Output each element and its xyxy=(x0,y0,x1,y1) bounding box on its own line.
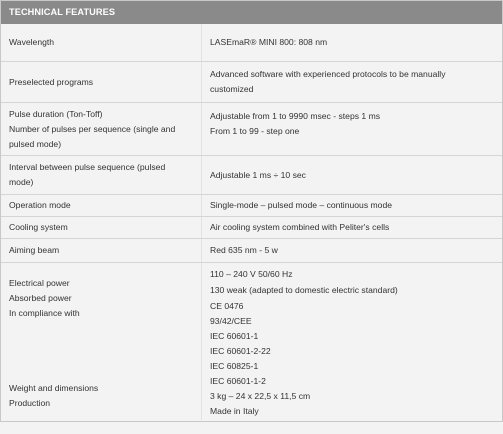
row-label: Preselected programs xyxy=(9,76,94,87)
row-value: Adjustable 1 ms ÷ 10 sec xyxy=(210,169,306,180)
row-value: Red 635 nm - 5 w xyxy=(210,245,278,255)
row-label: Operation mode xyxy=(9,200,71,210)
row-label-line: Pulse duration (Ton-Toff) xyxy=(9,108,103,119)
row-value xyxy=(210,103,495,155)
row-label-line: Absorbed power xyxy=(9,293,72,303)
table-row xyxy=(0,102,503,155)
row-label: Interval between pulse sequence (pulsed mode) xyxy=(9,162,166,187)
row-value-line: Adjustable from 1 to 9990 msec - steps 1 ms xyxy=(210,111,381,121)
table-row xyxy=(0,238,503,262)
table-row xyxy=(0,155,503,194)
row-value-line: IEC 60601-1-2 xyxy=(210,376,266,386)
row-label-line: Weight and dimensions xyxy=(9,383,99,393)
row-value: Air cooling system combined with Peliter's cells xyxy=(210,222,390,232)
table-row xyxy=(0,216,503,238)
table-row xyxy=(0,24,503,61)
row-values xyxy=(0,263,503,420)
row-label: Wavelength xyxy=(9,37,55,47)
row-value: Advanced software with experienced protocols to be manually customized xyxy=(210,69,446,94)
row-label: Aiming beam xyxy=(9,245,60,255)
row-value-line: From 1 to 99 - step one xyxy=(210,126,300,136)
row-value-line: 130 weak (adapted to domestic electric standard) xyxy=(210,285,398,295)
row-value-line: IEC 60601-1 xyxy=(210,331,259,341)
row-value-line: Made in Italy xyxy=(210,406,259,416)
row-value-line: CE 0476 xyxy=(210,301,244,311)
row-label-line: In compliance with xyxy=(9,308,80,318)
row-label-line: Electrical power xyxy=(9,278,70,288)
table-row xyxy=(0,194,503,216)
row-value-line: 110 – 240 V 50/60 Hz xyxy=(210,269,293,279)
row-value-line: IEC 60601-2-22 xyxy=(210,346,271,356)
row-label: Cooling system xyxy=(9,222,68,232)
row-value-line: IEC 60825-1 xyxy=(210,361,259,371)
row-value: LASEmaR® MINI 800: 808 nm xyxy=(210,37,328,47)
row-value-line: 93/42/CEE xyxy=(210,316,252,326)
row-label-line: Number of pulses per sequence (single and pulsed mode) xyxy=(9,123,176,149)
table-row xyxy=(0,61,503,102)
row-value: Single-mode – pulsed mode – continuous mode xyxy=(210,200,393,210)
table-header: TECHNICAL FEATURES xyxy=(0,0,503,24)
row-label-line: Production xyxy=(9,398,51,408)
table-row xyxy=(0,262,503,420)
row-label xyxy=(9,103,199,155)
row-value-line: 3 kg – 24 x 22,5 x 11,5 cm xyxy=(210,391,311,401)
